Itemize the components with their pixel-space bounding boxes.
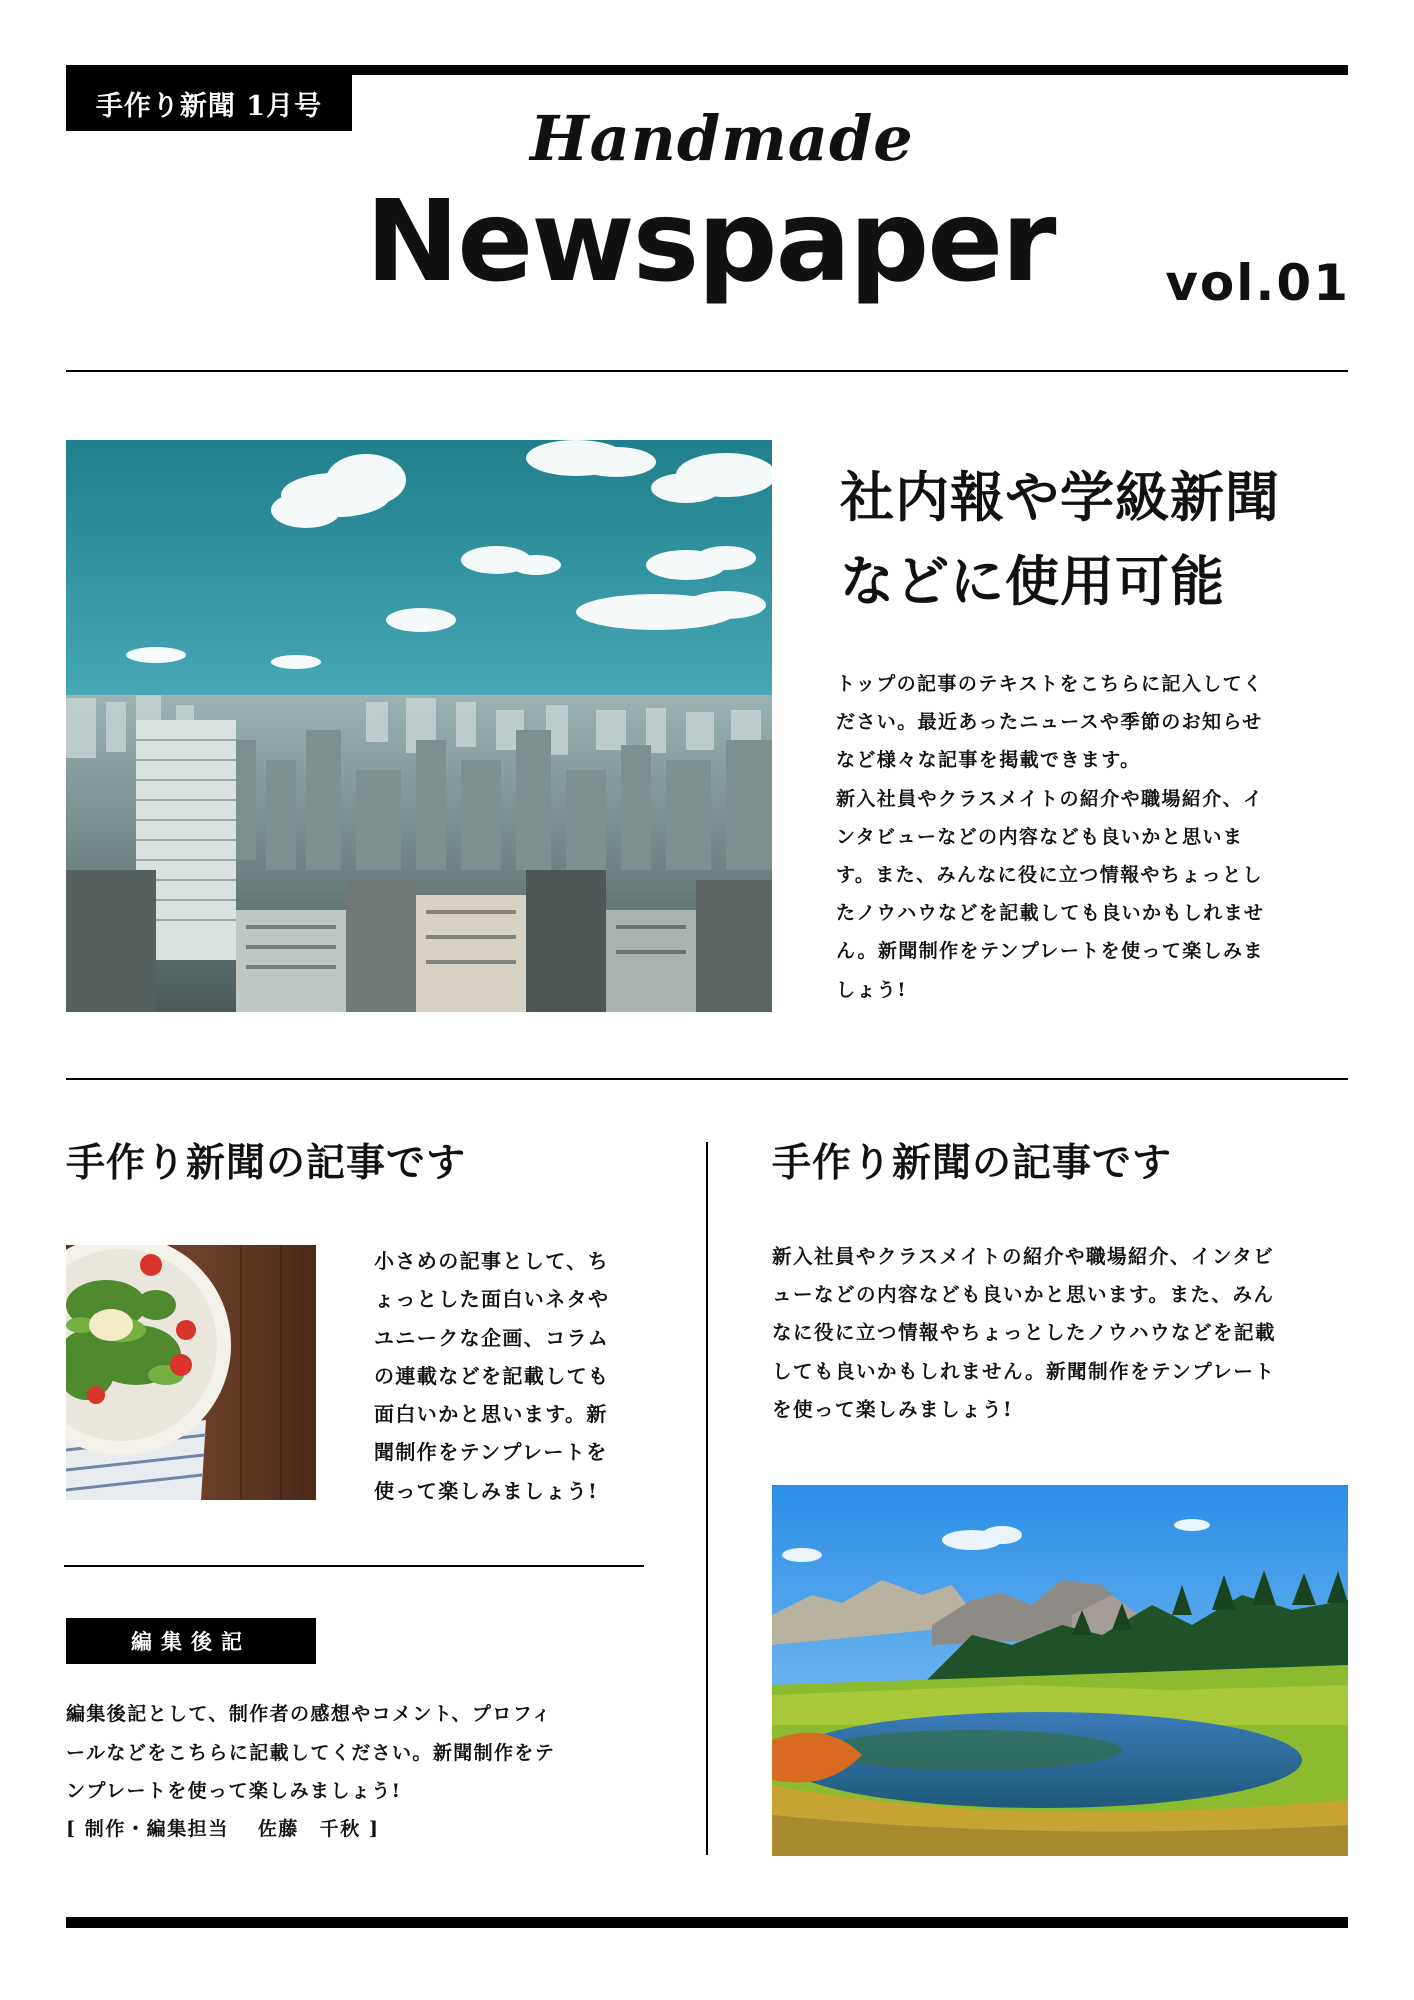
masthead-title: Newspaper — [365, 177, 1055, 307]
volume-number: vol.01 — [1165, 254, 1350, 312]
script-title: Handmade — [530, 102, 914, 175]
salad-plate-photo — [66, 1245, 316, 1500]
lead-body-line: たノウハウなどを記載しても良いかもしれませ — [836, 902, 1265, 925]
lead-body-line: など様々な記事を掲載できます。 — [836, 749, 1141, 772]
postscript-body-line: ールなどをこちらに記載してください。新聞制作をテ — [66, 1741, 556, 1764]
section-divider — [66, 1078, 1348, 1080]
lead-body-line: ん。新聞制作をテンプレートを使って楽しみま — [836, 940, 1264, 963]
lead-headline — [840, 455, 1360, 623]
right-body-line: なに役に立つ情報やちょっとしたノウハウなどを記載 — [772, 1321, 1277, 1345]
right-body-line: を使って楽しみましょう! — [772, 1397, 1014, 1421]
left-body-line: 小さめの記事として、ち — [374, 1249, 609, 1273]
city-skyline-photo — [66, 440, 772, 1012]
left-body-line: 聞制作をテンプレートを — [374, 1440, 608, 1465]
left-body-line: の連載などを記載しても — [374, 1363, 610, 1388]
mountain-lake-photo — [772, 1485, 1348, 1856]
column-divider — [706, 1142, 708, 1855]
left-body-line: 面白いかと思います。新 — [374, 1402, 608, 1427]
lead-body-line: 新入社員やクラスメイトの紹介や職場紹介、イ — [836, 787, 1264, 810]
left-article-body — [374, 1242, 644, 1510]
postscript-body-line: 編集後記として、制作者の感想やコメント、プロフィ — [66, 1703, 552, 1725]
right-body-line: 新入社員やクラスメイトの紹介や職場紹介、インタビ — [772, 1245, 1275, 1268]
right-article-headline: 手作り新聞の記事です — [772, 1140, 1173, 1186]
lead-headline-line1: 社内報や学級新聞 — [840, 465, 1280, 529]
right-article-body — [772, 1238, 1347, 1429]
header-divider — [66, 370, 1348, 372]
lead-body-line: す。また、みんなに役に立つ情報やちょっとし — [836, 864, 1263, 887]
postscript-body — [66, 1695, 656, 1811]
lead-body-line: ださい。最近あったニュースや季節のお知らせ — [836, 711, 1263, 734]
left-body-line: 使って楽しみましょう! — [374, 1478, 599, 1503]
issue-label: 手作り新聞 1月号 — [66, 75, 352, 131]
lead-headline-line2: などに使用可能 — [840, 549, 1225, 613]
lead-body-line: しょう! — [836, 978, 907, 1001]
lead-body-line: トップの記事のテキストをこちらに記入してく — [836, 673, 1264, 695]
postscript-credit: [ 制作・編集担当 佐藤 千秋 ] — [66, 1818, 380, 1840]
left-article-headline: 手作り新聞の記事です — [66, 1140, 467, 1186]
lead-body-line: ンタビューなどの内容なども良いかと思いま — [836, 825, 1244, 848]
top-rule — [66, 65, 1348, 75]
left-column-divider — [64, 1565, 644, 1567]
bottom-rule — [66, 1917, 1348, 1928]
lead-body — [836, 665, 1354, 1009]
right-body-line: しても良いかもしれません。新聞制作をテンプレート — [772, 1359, 1276, 1383]
left-body-line: ょっとした面白いネタや — [374, 1287, 610, 1312]
left-body-line: ユニークな企画、コラム — [374, 1325, 610, 1350]
right-body-line: ューなどの内容なども良いかと思います。また、みん — [772, 1283, 1275, 1307]
postscript-body-line: ンプレートを使って楽しみましょう! — [66, 1780, 402, 1802]
postscript-label: 編集後記 — [66, 1618, 316, 1664]
